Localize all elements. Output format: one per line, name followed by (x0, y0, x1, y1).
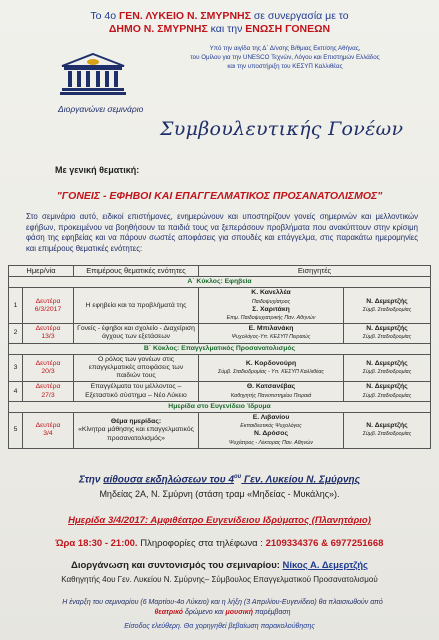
circle-a-label: Α΄ Κύκλος: Εφηβεία (9, 277, 431, 288)
header-line-2: ΔΗΜΟ Ν. ΣΜΥΡΝΗΣ και την ΕΝΩΣΗ ΓΟΝΕΩΝ (108, 23, 331, 35)
header-line-1: Το 4ο ΓΕΝ. ΛΥΚΕΙΟ Ν. ΣΜΥΡΝΗΣ σε συνεργασία με το (90, 10, 349, 22)
table-row: 2 Δευτέρα 13/3 Γονείς - έφηβοι και σχολείο - Διαχείριση άγχους των εξετάσεων Ε. Μπιλανάκη Ψυχολόγος-Υπ. ΚΕΣΥΠ Πειραιώς Ν. Δεμερτζής Σύμβ. Σταδιοδρομίας (9, 324, 431, 343)
table-row: 3 Δευτέρα 20/3 Ο ρόλος των γονέων στις επαγγελματικές αποφάσεις των παιδιών τους Κ. Κορδονούρη Σύμβ. Σταδιοδρομίας - Υπ. ΚΕΣΥΠ Καλλιθέας Ν. Δεμερτζής Σύμβ. Σταδιοδρομίας (9, 354, 431, 382)
parents-union-name: ΕΝΩΣΗ ΓΟΝΕΩΝ (245, 23, 331, 35)
intro-paragraph: Στο σεμινάριο αυτό, ειδικοί επιστήμονες, ενημερώνουν και υποστηρίζουν γονείς σημερινών και μελλοντικών εφήβων, προκειμένου να βοηθήσουν τα παιδιά τους να ξεπεράσουν προβλήματα που ανακύπτουν στην κρίσιμη φάση της εφηβείας και να πάρουν σωστές αποφάσεις για σπουδές και επάγγελμα, στις παρακάτω ημερομηνίες και επιμέρους θεματικές ενότητες: (26, 212, 418, 253)
day-event-row (9, 401, 431, 412)
phone-numbers: 2109334376 & 6977251668 (265, 538, 384, 549)
unesco-temple-logo (58, 52, 128, 96)
seminar-title: Συμβουλευτικής Γονέων (160, 118, 404, 140)
coordinator-line: Διοργάνωση και συντονισμός του σεμιναρίου: Νίκος Α. Δεμερτζής (71, 560, 368, 571)
school-name: ΓΕΝ. ΛΥΚΕΙΟ Ν. ΣΜΥΡΝΗΣ (118, 10, 251, 22)
auspices-line: Υπό την αιγίδα της Δ΄ Δ/νσης Β/θμιας Εκπ/σης Αθήνας, (209, 45, 361, 52)
organizes-text: Διοργανώνει σεμινάριο (58, 104, 144, 114)
col-speakers-header: Εισηγητές (199, 266, 431, 277)
theme-label: Με γενική θεματική: (55, 165, 140, 175)
venue-address: Μηδείας 2Α, Ν. Σμύρνη (στάση τραμ «Μηδείας - Μυκάλης»). (99, 489, 340, 499)
free-entry-note: Είσοδος ελεύθερη. Θα χορηγηθεί βεβαίωση παρακολούθησης (124, 623, 315, 630)
kesyp-line: και την υποστήριξη του ΚΕΣΥΠ Καλλιθέας (227, 63, 343, 70)
coordinator-role: Καθηγητής 4ου Γεν. Λυκείου Ν. Σμύρνης– Σύμβουλος Επαγγελματικού Προσανατολισμού (61, 575, 378, 584)
table-row: 4 Δευτέρα 27/3 Επαγγέλματα του μέλλοντος – Εξεταστικό σύστημα – Νέο Λύκειο Θ. Κατσανέβας Καθηγητής Πανεπιστημίου Πειραιά Ν. Δεμερτζής Σύμβ. Σταδιοδρομίας (9, 382, 431, 401)
coordinator-name: Νίκος Α. Δεμερτζής (282, 560, 368, 571)
unesco-line: του Ομίλου για την UNESCO Τεχνών, Λόγου και Επιστημών Ελλάδος (190, 54, 380, 61)
venue-line-1: Στην αίθουσα εκδηλώσεων του $4^{o\upsilon}$ Γεν. Λυκείου Ν. Σμύρνης (79, 474, 360, 486)
municipality-name: ΔΗΜΟ Ν. ΣΜΥΡΝΗΣ (108, 23, 208, 35)
circle-b-row (9, 343, 431, 354)
day-event-location: Ημερίδα 3/4/2017: Αμφιθέατρο Ευγενίδειου Ιδρύματος (Πλανητάριο) (68, 515, 371, 526)
table-row: 5 Δευτέρα 3/4 Θέμα ημερίδας: «Κίνητρα μάθησης και επαγγελματικός προσανατολισμός» Ε. Λιβανίου Εκπαιδευτικός Ψυχολόγος Ν. Δρόσος Ψυχίατρος - Λέκτορας Παν. Αθηνών Ν. Δεμερτζής Σύμβ. Σταδιοδρομίας (9, 413, 431, 449)
program-table (8, 265, 431, 449)
col-date-header: Ημερ/νία (9, 266, 74, 277)
table-header-row (9, 266, 431, 277)
hours-line: Ώρα 18:30 - 21:00. Πληροφορίες στα τηλέφωνα : 2109334376 & 6977251668 (55, 538, 384, 549)
theme-title: "ΓΟΝΕΙΣ - ΕΦΗΒΟΙ ΚΑΙ ΕΠΑΓΓΕΛΜΑΤΙΚΟΣ ΠΡΟΣΑΝΑΤΟΛΙΣΜΟΣ" (56, 190, 383, 202)
circle-a-row (9, 277, 431, 288)
col-topic-header: Επιμέρους θεματικές ενότητες (74, 266, 199, 277)
circle-b-label: Β΄ Κύκλος: Επαγγελματικός Προσανατολισμός (9, 343, 431, 354)
table-row: 1 Δευτέρα 6/3/2017 Η εφηβεία και τα προβλήματά της Κ. Κανελλέα Παιδοψυχίατρος Σ. Χαριτάκη Επιμ. Παιδοψυχιατρικής Παν. Αθηνών Ν. Δεμερτζής Σύμβ. Σταδιοδρομίας (9, 288, 431, 324)
closing-note: Η έναρξη του σεμιναρίου (6 Μαρτίου-4ο Λύκειο) και η λήξη (3 Απριλίου-Ευγενίδειο) θα πλαισιωθούν από θεατρικό δρώμενο και μουσική παρέμβαση (62, 599, 383, 616)
day-event-label: Ημερίδα στο Ευγενίδειο Ίδρυμα (9, 401, 431, 412)
